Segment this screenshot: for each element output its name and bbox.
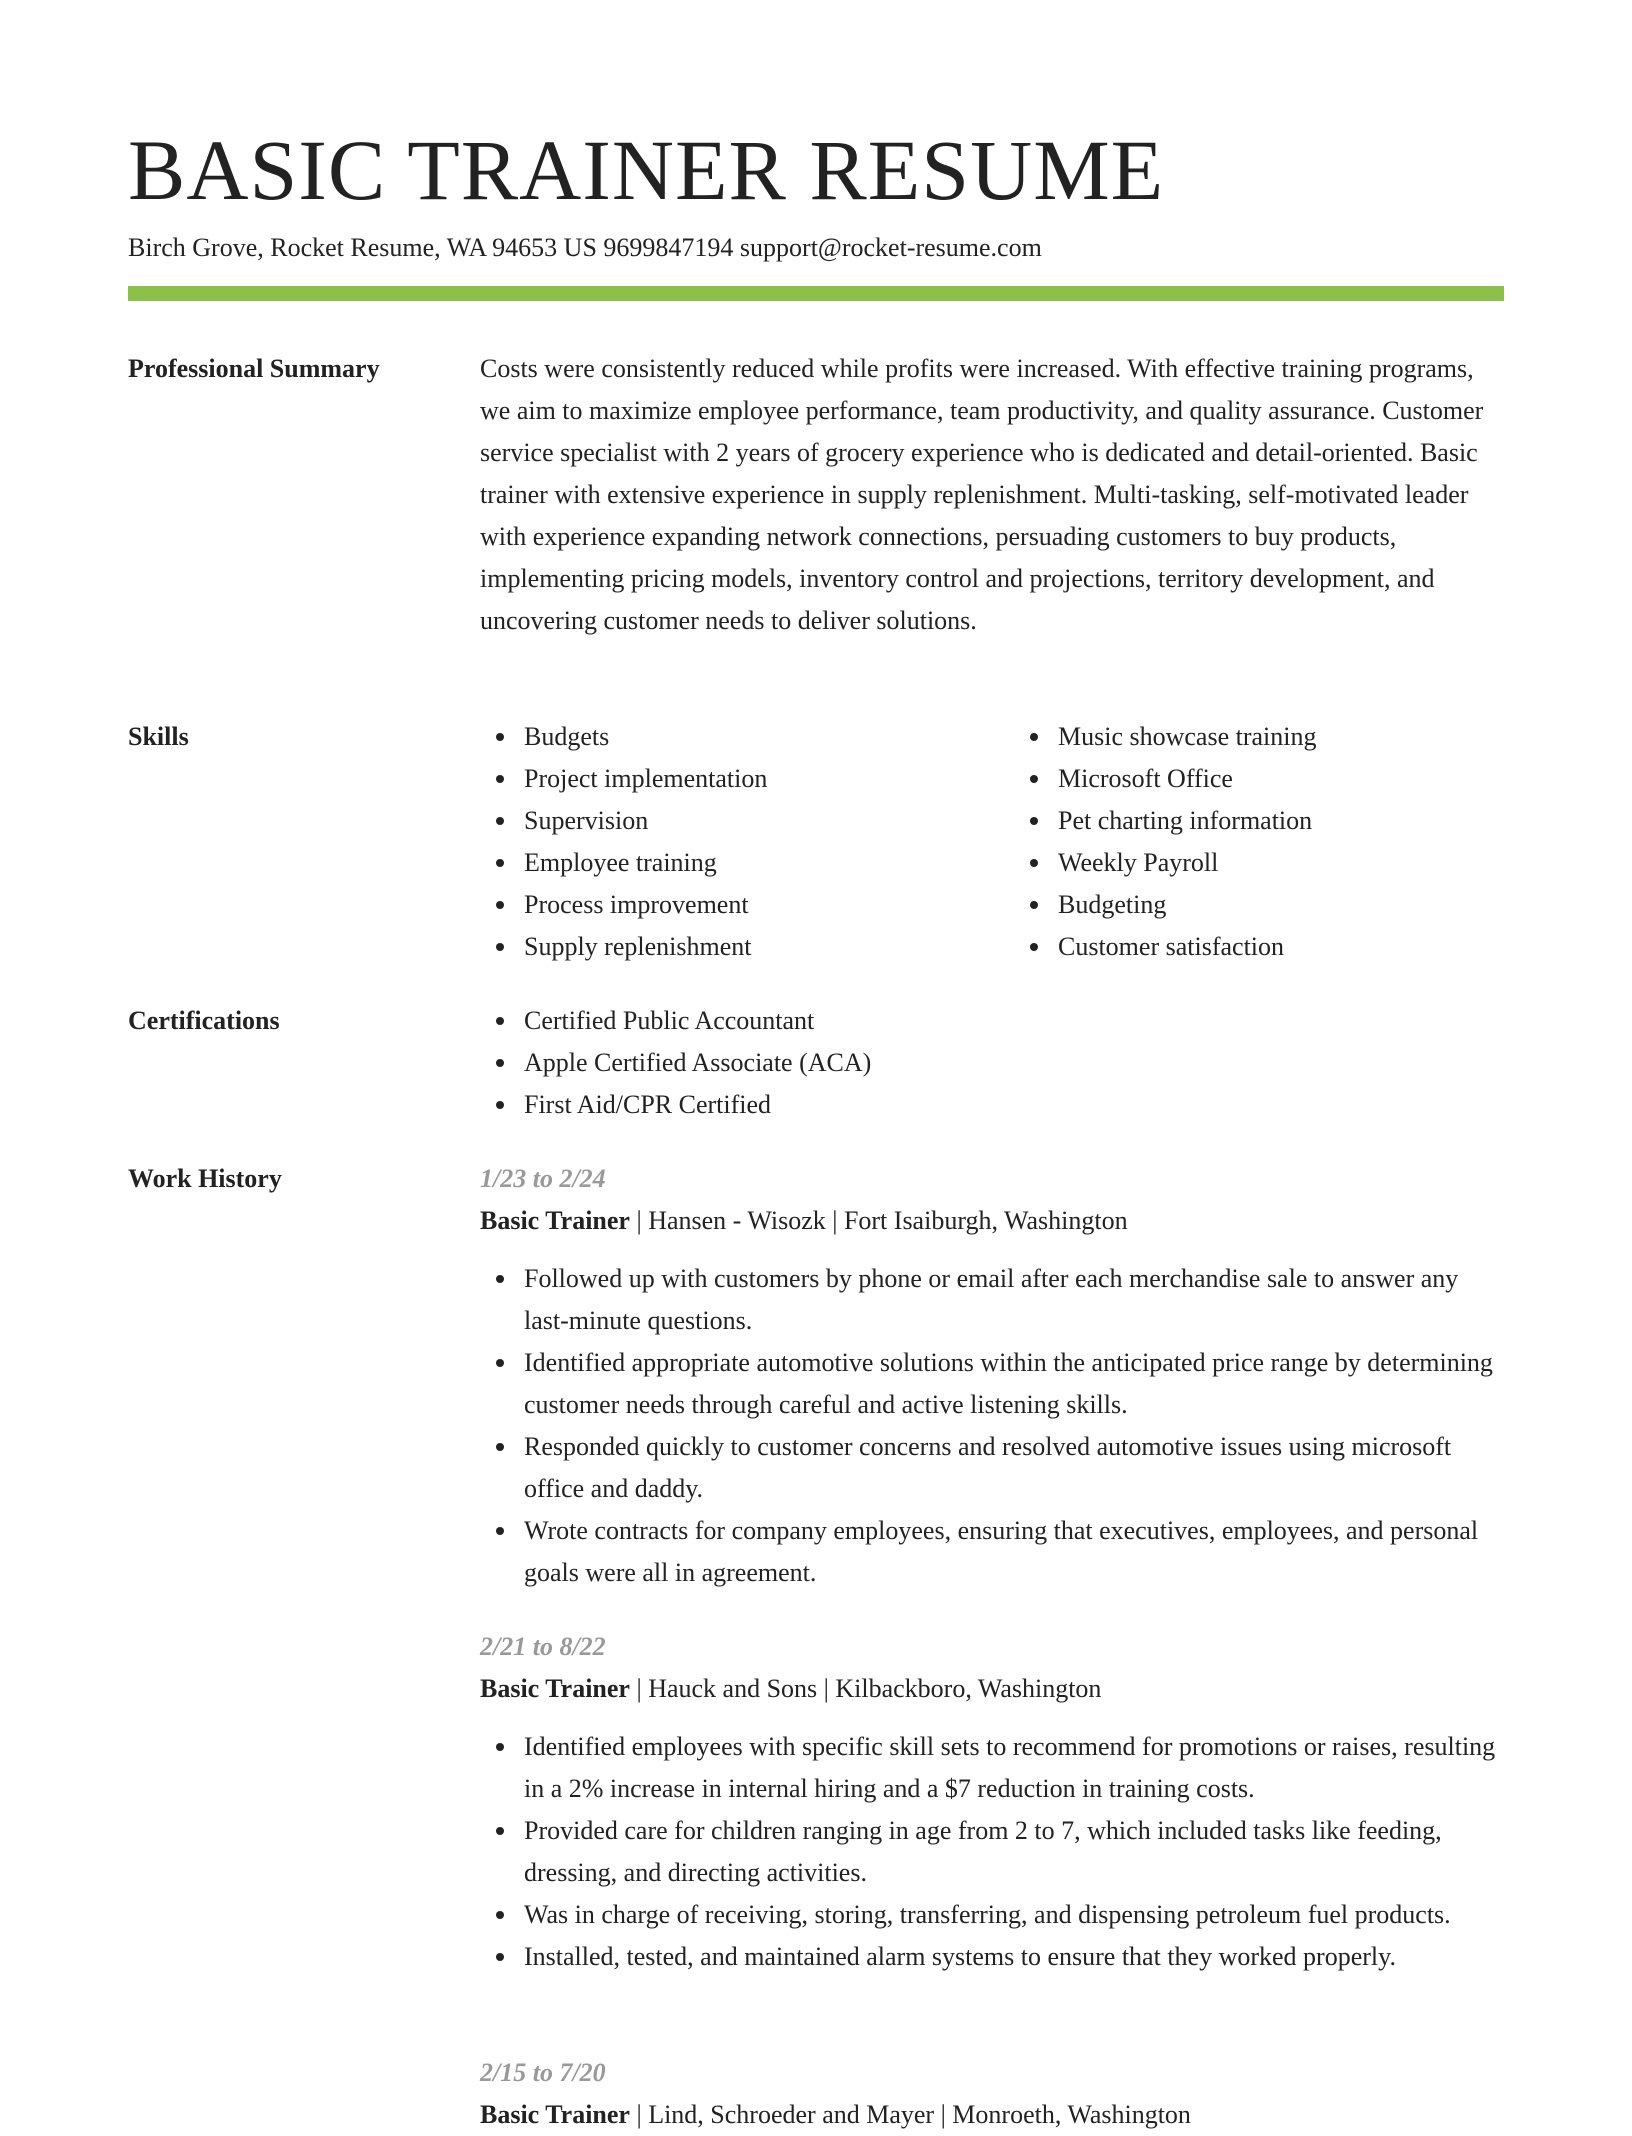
job-bullets <box>480 1726 1504 1978</box>
certification-item: First Aid/CPR Certified <box>524 1084 1504 1126</box>
job-role <box>480 1668 1504 1710</box>
summary-text: Costs were consistently reduced while profits were increased. With effective training programs, we aim to maximize employee performance, team productivity, and quality assurance. Customer service specialist with 2 years of grocery experience who is dedicated and detail-oriented. Basic trainer with extensive experience in supply replenishment. Multi-tasking, self-motivated leader with experience expanding network connections, persuading customers to buy products, implementing pricing models, inventory control and projections, territory development, and uncovering customer needs to deliver solutions. <box>480 354 1484 635</box>
certifications-label: Certifications <box>128 1006 280 1035</box>
resume-title: BASIC TRAINER RESUME <box>128 122 1165 218</box>
job-bullet: Identified appropriate automotive solutions within the anticipated price range by determining customer needs through careful and active listening skills. <box>524 1342 1504 1426</box>
job-details: | Lind, Schroeder and Mayer | Monroeth, Washington <box>629 2100 1191 2129</box>
job-bullet: Wrote contracts for company employees, ensuring that executives, employees, and personal goals were all in agreement. <box>524 1510 1504 1594</box>
job-role <box>480 2094 1504 2136</box>
skill-item: Budgeting <box>1058 884 1504 926</box>
job-bullet: Followed up with customers by phone or email after each merchandise sale to answer any last-minute questions. <box>524 1258 1504 1342</box>
job-bullet: Provided care for children ranging in age from 2 to 7, which included tasks like feeding, dressing, and directing activities. <box>524 1810 1504 1894</box>
skill-item: Supervision <box>524 800 970 842</box>
job-dates: 1/23 to 2/24 <box>480 1164 606 1193</box>
skills-list-right <box>1014 716 1504 968</box>
skill-item: Budgets <box>524 716 970 758</box>
summary-label: Professional Summary <box>128 354 380 383</box>
job-title: Basic Trainer <box>480 2100 630 2129</box>
skill-item: Process improvement <box>524 884 970 926</box>
job-entry <box>480 1158 1504 1594</box>
job-dates: 2/15 to 7/20 <box>480 2058 606 2087</box>
job-bullet: Was in charge of receiving, storing, transferring, and dispensing petroleum fuel products. <box>524 1894 1504 1936</box>
work-history-label: Work History <box>128 1164 282 1193</box>
certification-item: Certified Public Accountant <box>524 1000 1504 1042</box>
job-bullet: Installed, tested, and maintained alarm systems to ensure that they worked properly. <box>524 1936 1504 1978</box>
job-entry <box>480 1626 1504 1978</box>
skill-item: Music showcase training <box>1058 716 1504 758</box>
job-bullet: Identified employees with specific skill sets to recommend for promotions or raises, resulting in a 2% increase in internal hiring and a $7 reduction in training costs. <box>524 1726 1504 1810</box>
job-bullet: Responded quickly to customer concerns and resolved automotive issues using microsoft office and daddy. <box>524 1426 1504 1510</box>
job-entry <box>480 2052 1504 2136</box>
job-title: Basic Trainer <box>480 1206 630 1235</box>
skill-item: Employee training <box>524 842 970 884</box>
job-title: Basic Trainer <box>480 1674 630 1703</box>
header-divider <box>128 286 1504 301</box>
skill-item: Weekly Payroll <box>1058 842 1504 884</box>
skill-item: Project implementation <box>524 758 970 800</box>
job-dates: 2/21 to 8/22 <box>480 1632 606 1661</box>
skill-item: Supply replenishment <box>524 926 970 968</box>
job-details: | Hauck and Sons | Kilbackboro, Washington <box>629 1674 1102 1703</box>
job-role <box>480 1200 1504 1242</box>
skills-list-left <box>480 716 970 968</box>
certifications-list <box>480 1000 1504 1126</box>
job-details: | Hansen - Wisozk | Fort Isaiburgh, Washington <box>629 1206 1128 1235</box>
skills-label: Skills <box>128 722 189 751</box>
contact-line: Birch Grove, Rocket Resume, WA 94653 US 9699847194 support@rocket-resume.com <box>128 233 1042 262</box>
certification-item: Apple Certified Associate (ACA) <box>524 1042 1504 1084</box>
skill-item: Customer satisfaction <box>1058 926 1504 968</box>
skill-item: Microsoft Office <box>1058 758 1504 800</box>
job-bullets <box>480 1258 1504 1594</box>
skill-item: Pet charting information <box>1058 800 1504 842</box>
